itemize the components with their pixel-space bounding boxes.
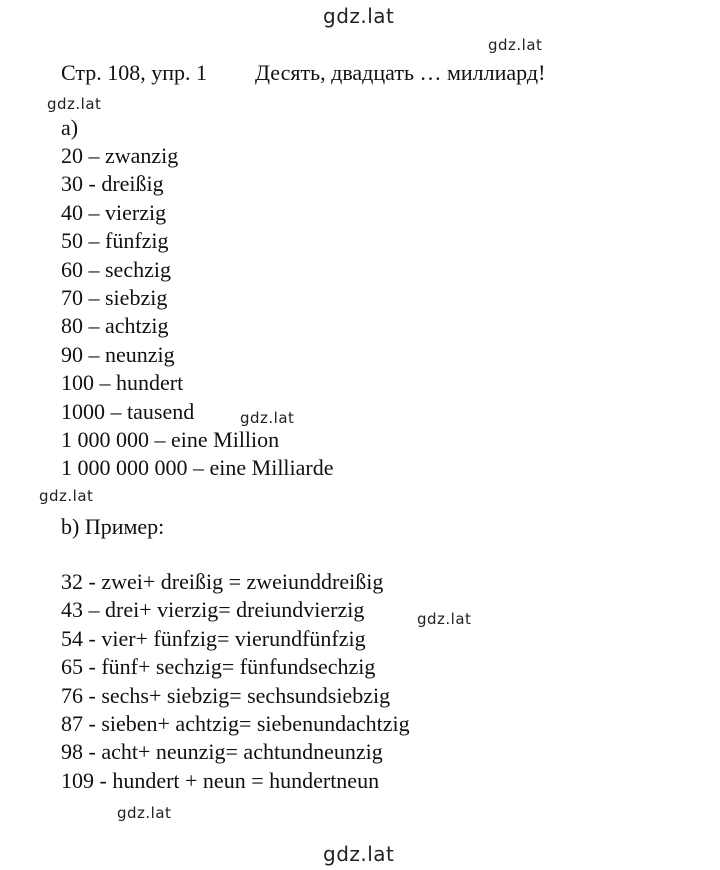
list-item: 80 – achtzig (61, 313, 169, 339)
watermark-header-right: gdz.lat (488, 36, 543, 54)
watermark-bottom: gdz.lat (323, 842, 395, 866)
list-item: 87 - sieben+ achtzig= siebenundachtzig (61, 710, 410, 736)
list-item: 1 000 000 000 – eine Milliarde (61, 455, 334, 481)
list-item: 100 – hundert (61, 370, 184, 396)
page-reference: Стр. 108, упр. 1 (61, 60, 208, 85)
list-item: 50 – fünfzig (61, 228, 169, 254)
watermark-right-b: gdz.lat (417, 610, 472, 628)
list-item: 43 – drei+ vierzig= dreiundvierzig (61, 597, 365, 623)
list-item: 1000 – tausend (61, 398, 195, 424)
watermark-left-a: gdz.lat (47, 95, 102, 113)
list-item: 90 – neunzig (61, 341, 175, 367)
list-item: 54 - vier+ fünfzig= vierundfünfzig (61, 625, 366, 651)
watermark-left-b: gdz.lat (39, 487, 94, 505)
section-b-list (61, 568, 410, 795)
list-item: 60 – sechzig (61, 256, 171, 282)
list-item: 20 – zwanzig (61, 143, 179, 168)
list-item: 65 - fünf+ sechzig= fünfundsechzig (61, 654, 376, 680)
list-item: 70 – siebzig (61, 284, 168, 310)
watermark-bottom-left: gdz.lat (117, 804, 172, 822)
list-item: 76 - sechs+ siebzig= sechsundsiebzig (61, 682, 391, 708)
watermark-top: gdz.lat (323, 4, 395, 28)
section-b-label: b) Пример: (61, 514, 165, 539)
exercise-title: Десять, двадцать … миллиард! (255, 60, 546, 85)
watermark-middle: gdz.lat (240, 409, 295, 427)
list-item: 30 - dreißig (61, 171, 164, 197)
section-a-list (61, 142, 334, 483)
list-item: 32 - zwei+ dreißig = zweiunddreißig (61, 569, 384, 594)
list-item: 40 – vierzig (61, 199, 167, 225)
list-item: 1 000 000 – eine Million (61, 426, 280, 452)
list-item: 109 - hundert + neun = hundertneun (61, 767, 380, 793)
section-a-label: a) (61, 115, 79, 140)
list-item: 98 - acht+ neunzig= achtundneunzig (61, 739, 383, 765)
